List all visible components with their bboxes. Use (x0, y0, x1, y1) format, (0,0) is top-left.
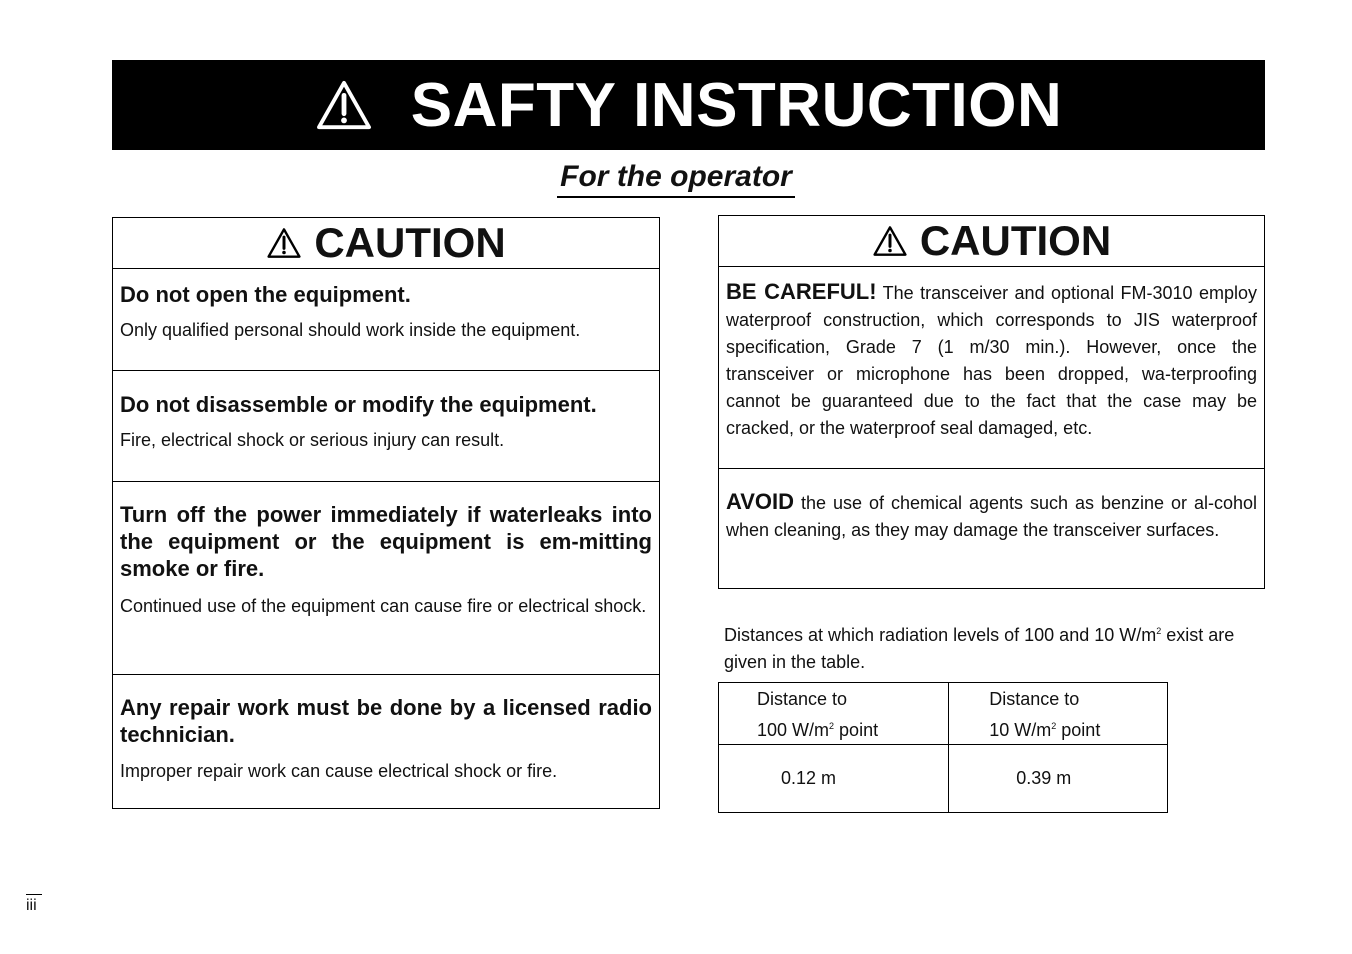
paragraph-lead: AVOID (726, 489, 795, 514)
caution-header (113, 218, 659, 269)
header-line (989, 713, 1167, 744)
section-body: Improper repair work can cause electrical shock or fire. (120, 761, 558, 781)
header-line: Distance to (757, 689, 848, 709)
note-superscript: 2 (1156, 626, 1162, 636)
paragraph-text: The transceiver and optional FM-3010 employ waterproof construction, which corresponds to JIS waterproof specification, Grade 7 (1 m/30 min.). However, once the transceiver or microphone has been dropped, wa-terproofing cannot be guaranteed due to the fact that the case may be cracked, or the waterproof seal damaged, etc. (726, 283, 1257, 438)
paragraph-lead: BE CAREFUL! (726, 279, 877, 304)
caution-header-text: CAUTION (314, 219, 506, 266)
subtitle-text: For the operator (557, 160, 795, 198)
caution-section (113, 482, 659, 675)
note-text-end: exist are given in the table. (724, 625, 1235, 672)
caution-section (113, 675, 659, 808)
header-suffix: point (834, 720, 879, 740)
section-heading: Do not disassemble or modify the equipment. (120, 392, 597, 417)
subtitle (0, 160, 1352, 198)
caution-section (113, 269, 659, 371)
warning-triangle-icon (315, 79, 373, 131)
caution-paragraph-careful (719, 267, 1264, 469)
paragraph-text: the use of chemical agents such as benzine or al-cohol when cleaning, as they may damage the transceiver surfaces. (726, 493, 1257, 540)
page-title: SAFTY INSTRUCTION (410, 70, 1063, 140)
table-header-cell (719, 683, 949, 745)
caution-header-text: CAUTION (919, 217, 1112, 264)
caution-header (719, 216, 1264, 267)
caution-box-left (112, 217, 660, 809)
header-unit: 10 W/m (989, 720, 1052, 740)
header-unit: 100 W/m (757, 720, 830, 740)
header-superscript: 2 (1051, 721, 1057, 731)
table-cell: 0.12 m (719, 745, 949, 813)
section-heading: Turn off the power immediately if waterleaks into the equipment or the equipment is em-mitting smoke or fire. (120, 502, 652, 581)
section-body: Only qualified personal should work inside the equipment. (120, 320, 581, 340)
header-line (757, 713, 948, 744)
title-banner (112, 60, 1265, 150)
header-superscript: 2 (829, 721, 835, 731)
header-suffix: point (1056, 720, 1101, 740)
caution-box-right (718, 215, 1265, 589)
caution-paragraph-avoid (719, 469, 1264, 544)
table-header-cell (949, 683, 1168, 745)
table-row (719, 745, 1168, 813)
section-heading: Do not open the equipment. (120, 282, 411, 307)
section-heading: Any repair work must be done by a licensed radio technician. (120, 695, 652, 747)
table-cell: 0.39 m (949, 745, 1168, 813)
section-body: Fire, electrical shock or serious injury can result. (120, 430, 505, 450)
warning-triangle-icon (872, 225, 908, 257)
radiation-distance-table (718, 682, 1168, 813)
warning-triangle-icon (266, 227, 302, 259)
note-text: Distances at which radiation levels of 100 and 10 W/m (724, 625, 1157, 645)
page-number: iii (26, 894, 42, 915)
radiation-note (724, 618, 1264, 676)
caution-section (113, 371, 659, 482)
header-line: Distance to (989, 689, 1080, 709)
table-header-row (719, 683, 1168, 745)
section-body: Continued use of the equipment can cause fire or electrical shock. (120, 596, 647, 616)
